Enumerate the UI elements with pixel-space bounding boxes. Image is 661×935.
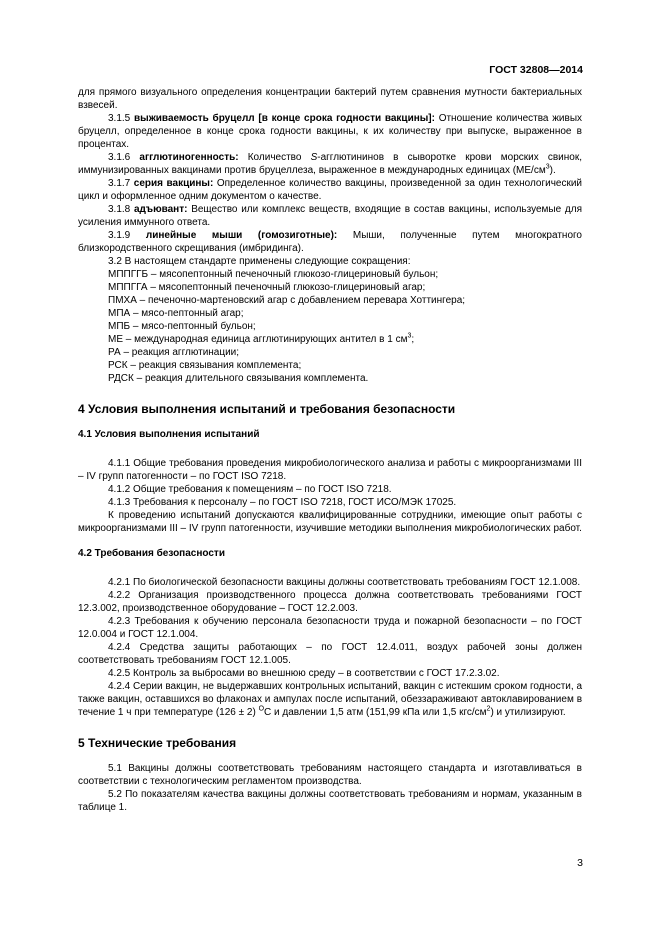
abbreviation-item: РА – реакция агглютинации; bbox=[108, 347, 240, 358]
definition-3-1-6: 3.1.6 агглютиногенность: Количество S-агглютининов в сыворотке крови морских свинок, иммунизированных вакцинами против бруцеллеза, выраженное в международных единицах $(МЕ/см^3)$. bbox=[78, 152, 582, 176]
paragraph: 5.2 По показателям качества вакцины должны соответствовать требованиям и нормам, указанным в таблице 1. bbox=[78, 789, 582, 813]
paragraph: 4.2.4 Средства защиты работающих – по ГОСТ 12.4.011, воздух рабочей зоны должен соответствовать требованиям ГОСТ 12.1.005. bbox=[78, 642, 582, 666]
abbreviation-item: МПБ – мясо-пептонный бульон; bbox=[108, 321, 256, 332]
section-5-title: 5 Технические требования bbox=[78, 736, 237, 750]
page-number: 3 bbox=[577, 857, 583, 869]
abbreviation-item: МППГГА – мясопептонный печеночный глюкозо-глицериновый агар; bbox=[108, 282, 426, 293]
document-header: ГОСТ 32808—2014 bbox=[489, 64, 583, 76]
term: выживаемость бруцелл [в конце срока годности вакцины]: bbox=[134, 113, 435, 124]
abbreviation-item: МППГГБ – мясопептонный печеночный глюкозо-глицериновый бульон; bbox=[108, 269, 439, 280]
paragraph: 5.1 Вакцины должны соответствовать требованиям настоящего стандарта и изготавливаться в соответствии с технологическим регламентом производства. bbox=[78, 763, 582, 787]
paragraph: 4.2.3 Требования к обучению персонала безопасности труда и пожарной безопасности – по ГОСТ 12.0.004 и ГОСТ 12.1.004. bbox=[78, 616, 582, 640]
page-content bbox=[78, 86, 582, 814]
paragraph: 4.2.5 Контроль за выбросами во внешнюю среду – в соответствии с ГОСТ 17.2.3.02. bbox=[108, 668, 500, 679]
paragraph: К проведению испытаний допускаются квалифицированные сотрудники, имеющие опыт работы с микроорганизмами III – IV групп патогенности, изучившие методики выполнения микробиологических работ. bbox=[78, 510, 582, 534]
paragraph: 4.1.1 Общие требования проведения микробиологического анализа и работы с микроорганизмами III – IV групп патогенности – по ГОСТ ISO 7218. bbox=[78, 458, 582, 482]
abbreviation-item: РДСК – реакция длительного связывания комплемента. bbox=[108, 373, 369, 384]
definition-3-1-7: 3.1.7 серия вакцины: Определенное количество вакцины, произведенной за один технологический цикл и оформленное одним документом о качестве. bbox=[78, 178, 583, 202]
term: линейные мыши (гомозиготные): bbox=[145, 230, 338, 241]
definition-3-1-8: 3.1.8 адъювант: Вещество или комплекс веществ, входящие в состав вакцины, используемые для усиления иммунного ответа. bbox=[78, 204, 582, 228]
section-4-1-title: 4.1 Условия выполнения испытаний bbox=[78, 429, 260, 440]
section-4-title: 4 Условия выполнения испытаний и требования безопасности bbox=[78, 402, 456, 416]
paragraph: 4.2.1 По биологической безопасности вакцины должны соответствовать требованиям ГОСТ 12.1.008. bbox=[108, 577, 581, 588]
definition-3-1-5: 3.1.5 выживаемость бруцелл [в конце срока годности вакцины]: Отношение количества живых бруцелл, определенное в конце срока годности вакцины, к их количеству при выпуске, выраженное в процентах. bbox=[78, 113, 583, 150]
paragraph: 4.1.3 Требования к персоналу – по ГОСТ ISO 7218, ГОСТ ИСО/МЭК 17025. bbox=[108, 497, 457, 508]
paragraph: 4.1.2 Общие требования к помещениям – по ГОСТ ISO 7218. bbox=[108, 484, 392, 495]
paragraph: 4.2.2 Организация производственного процесса должна соответствовать требованиями ГОСТ 12.3.002, производственное оборудование – ГОСТ 12.2.003. bbox=[78, 590, 582, 614]
abbreviation-item: МПА – мясо-пептонный агар; bbox=[108, 308, 244, 319]
intro-line: для прямого визуального определения концентрации бактерий путем сравнения мутности бактериальных взвесей. bbox=[78, 87, 582, 111]
term: агглютиногенность: bbox=[139, 152, 239, 163]
abbreviation-item: ПМХА – печеночно-мартеновский агар с добавлением перевара Хоттингера; bbox=[108, 295, 466, 306]
abbreviation-item: МЕ – международная единица агглютинирующих антител в 1 $см^3$; bbox=[108, 332, 415, 345]
abbreviation-item: РСК – реакция связывания комплемента; bbox=[108, 360, 302, 371]
term: серия вакцины: bbox=[133, 178, 214, 189]
term: адъювант: bbox=[134, 204, 188, 215]
abbreviations-intro: 3.2 В настоящем стандарте применены следующие сокращения: bbox=[108, 256, 411, 267]
section-4-2-title: 4.2 Требования безопасности bbox=[78, 548, 225, 559]
definition-3-1-9: 3.1.9 линейные мыши (гомозиготные): Мыши, полученные путем многократного близкородственного скрещивания (имбридинга). bbox=[78, 230, 582, 254]
paragraph: 4.2.4 Серии вакцин, не выдержавших контрольных испытаний, вакцин с истекшим сроком годности, а также вакцин, оставшихся во флаконах и ампулах после испытаний, обеззараживают автоклавированием в течение 1 ч при температуре (126 ± 2) $^O$С и давлении 1,5 атм (151,99 кПа или 1,5 кгс/$см^2$) и утилизируют. bbox=[78, 681, 582, 718]
